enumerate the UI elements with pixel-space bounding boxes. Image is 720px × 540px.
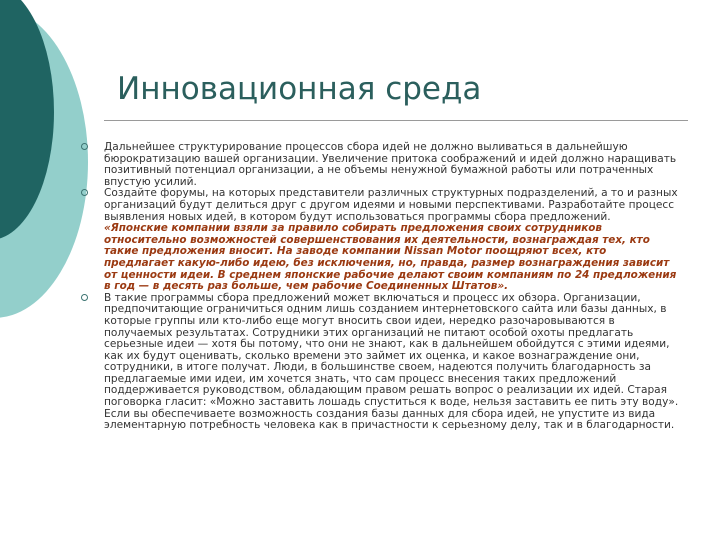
- bullet-item-3: [104, 293, 680, 432]
- bullet-text: В такие программы сбора предложений может включаться и процесс их обзора. Организации, предпочитающие ограничиться одним лишь созданием интернетовского сайта или базы данных, в которые группы или кто-либо еще могут вносить свои идеи, нередко разочаровываются в получаемых результатах. Сотрудники этих организаций не питают особой охоты предлагать серьезные идеи — хотя бы потому, что они не знают, как в дальнейшем обойдутся с этими идеями, как их будут оценивать, сколько времени это займет их оценка, и какое вознаграждение они, сотрудники, в итоге получат. Люди, в большинстве своем, надеются получить благодарность за предлагаемые ими идеи, им хочется знать, что сам процесс внесения таких предложений поддерживается руководством, обладающим правом решать вопрос о реализации их идей. Старая поговорка гласит: «Можно заставить лошадь спуститься к воде, нельзя заставить ее пить эту воду». Если вы обеспечиваете возможность создания базы данных для сбора идей, не упустите из вида элементарную потребность человека как в причастности к серьезному делу, так и в благодарности.: [104, 291, 679, 432]
- title-divider: [104, 120, 688, 121]
- bullet-item-1: [104, 142, 680, 188]
- slide-content: [104, 142, 680, 432]
- highlighted-quote: «Японские компании взяли за правило собирать предложения своих сотрудников относительно возможностей совершенствования их деятельности, вознаграждая тех, кто такие предложения вносит. На заводе компании Nissan Motor поощряют всех, кто предлагает какую-либо идею, без исключения, но, правда, размер вознаграждения зависит от ценности идеи. В среднем японские рабочие делают своим компаниям по 24 предложения в год — в десять раз больше, чем рабочие Соединенных Штатов».: [104, 222, 677, 293]
- bullet-circle-icon: [81, 294, 88, 301]
- bullet-text: Создайте форумы, на которых представители различных структурных подразделений, а то и разных организаций будут делиться друг с другом идеями и новыми перспективами. Разработайте процесс выявления новых идей, в котором будут использоваться программы сбора предложений.: [104, 187, 678, 223]
- decorative-teal-shapes: [0, 0, 120, 540]
- bullet-text: Дальнейшее структурирование процессов сбора идей не должно выливаться в дальнейшую бюрократизацию вашей организации. Увеличение притока соображений и идей должно наращивать позитивный потенциал организации, а не объемы ненужной бумажной работы или потраченных впустую усилий.: [104, 141, 677, 188]
- slide-title: Инновационная среда: [117, 71, 482, 107]
- bullet-item-2: [104, 188, 680, 292]
- bullet-circle-icon: [81, 143, 88, 150]
